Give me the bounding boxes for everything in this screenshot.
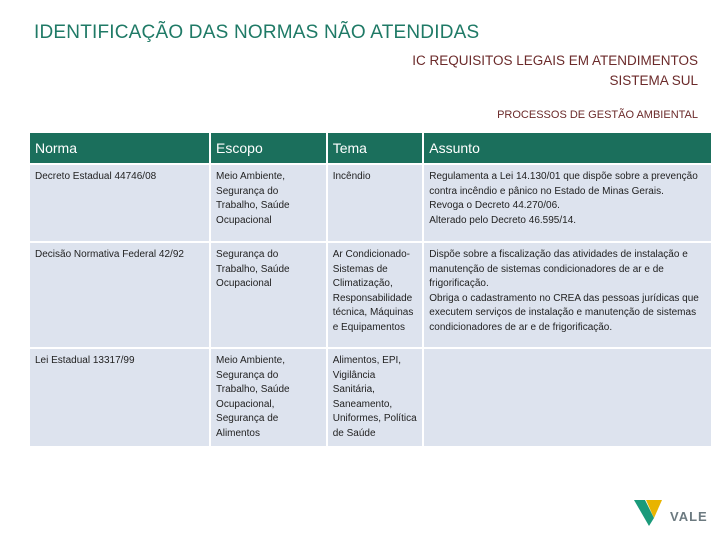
cell-tema: Incêndio: [328, 165, 423, 241]
cell-assunto: [424, 165, 711, 241]
assunto-line: Dispõe sobre a fiscalização das atividades de instalação e manutenção de sistemas condicionadores de ar e de frigorificação.: [429, 249, 688, 289]
cell-norma: Lei Estadual 13317/99: [30, 349, 209, 446]
assunto-line: Regulamenta a Lei 14.130/01 que dispõe sobre a prevenção contra incêndio e pânico no Estado de Minas Gerais.: [429, 171, 698, 197]
table-row: [30, 243, 711, 347]
subtitle-line-1: IC REQUISITOS LEGAIS EM ATENDIMENTOS: [412, 53, 698, 68]
norms-table: [28, 131, 713, 448]
subtitle-line-2: SISTEMA SUL: [609, 73, 698, 88]
page-subtitle: [412, 51, 698, 91]
cell-assunto: [424, 243, 711, 347]
column-header-escopo: Escopo: [211, 133, 326, 163]
column-header-assunto: Assunto: [424, 133, 711, 163]
table-row: [30, 349, 711, 446]
cell-escopo: Meio Ambiente, Segurança do Trabalho, Saúde Ocupacional: [211, 165, 326, 241]
table-row: [30, 165, 711, 241]
cell-norma: Decisão Normativa Federal 42/92: [30, 243, 209, 347]
cell-escopo: Segurança do Trabalho, Saúde Ocupacional: [211, 243, 326, 347]
cell-assunto: [424, 349, 711, 446]
assunto-line: Obriga o cadastramento no CREA das pessoas jurídicas que executem serviços de instalação e manutenção de sistemas condicionadores de ar e de frigorificação.: [429, 292, 699, 333]
cell-tema: Ar Condicionado-Sistemas de Climatização, Responsabilidade técnica, Máquinas e Equipamentos: [328, 243, 423, 347]
assunto-line: Revoga o Decreto 44.270/06.: [429, 200, 560, 211]
cell-escopo: Meio Ambiente, Segurança do Trabalho, Saúde Ocupacional, Segurança de Alimentos: [211, 349, 326, 446]
process-label: PROCESSOS DE GESTÃO AMBIENTAL: [497, 109, 698, 121]
cell-tema: Alimentos, EPI, Vigilância Sanitária, Saneamento, Uniformes, Política de Saúde: [328, 349, 423, 446]
column-header-norma: Norma: [30, 133, 209, 163]
table-header-row: [30, 133, 711, 163]
cell-norma: Decreto Estadual 44746/08: [30, 165, 209, 241]
page-title: IDENTIFICAÇÃO DAS NORMAS NÃO ATENDIDAS: [34, 22, 480, 43]
vale-logo-text: VALE: [670, 509, 708, 524]
assunto-line: Alterado pelo Decreto 46.595/14.: [429, 214, 577, 226]
column-header-tema: Tema: [328, 133, 423, 163]
